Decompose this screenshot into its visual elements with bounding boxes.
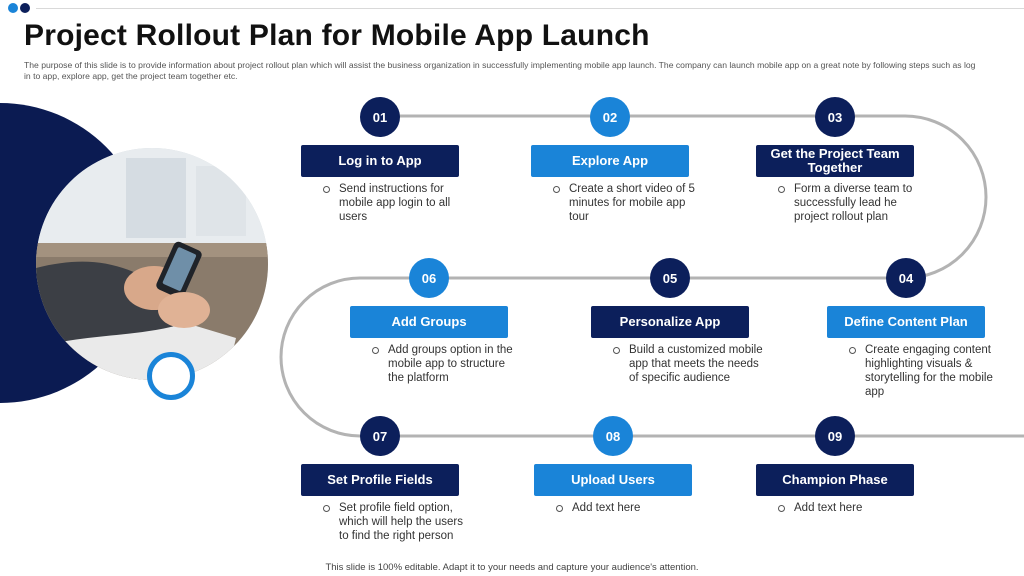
step-description (553, 182, 703, 224)
step-description-text: Add text here (794, 502, 863, 514)
step-title-box: Explore App (531, 145, 689, 177)
step-title-box: Personalize App (591, 306, 749, 338)
step-description (613, 343, 763, 385)
step-05 (591, 258, 763, 398)
page-subtitle: The purpose of this slide is to provide information about project rollout plan which will assist the business organization in successfully implementing mobile app launch. The company can launch mobile app on a great note by following steps such as log in to app, explore app, get the project team together etc. (24, 60, 976, 81)
step-description (778, 182, 928, 224)
footer-note: This slide is 100% editable. Adapt it to your needs and capture your audience's attention. (325, 562, 699, 573)
bullet-icon (778, 186, 785, 193)
step-title-box: Upload Users (534, 464, 692, 496)
step-title-box: Add Groups (350, 306, 508, 338)
step-number-badge: 03 (815, 97, 855, 137)
bullet-icon (323, 505, 330, 512)
step-description-text: Create a short video of 5 minutes for mobile app tour (569, 183, 695, 223)
step-number-badge: 08 (593, 416, 633, 456)
step-06 (350, 258, 513, 398)
bullet-icon (556, 505, 563, 512)
bullet-icon (613, 347, 620, 354)
step-description (323, 501, 473, 543)
step-description-text: Send instructions for mobile app login to all users (339, 183, 451, 223)
step-description-text: Build a customized mobile app that meets the needs of specific audience (629, 344, 763, 384)
step-title-box: Get the Project Team Together (756, 145, 914, 177)
step-description (323, 182, 473, 224)
bullet-icon (778, 505, 785, 512)
step-number-badge: 09 (815, 416, 855, 456)
step-title-box: Log in to App (301, 145, 459, 177)
step-description-text: Create engaging content highlighting visuals & storytelling for the mobile app (865, 344, 993, 398)
step-number-badge: 01 (360, 97, 400, 137)
step-number-badge: 04 (886, 258, 926, 298)
step-description-text: Add text here (572, 502, 641, 514)
step-number-badge: 02 (590, 97, 630, 137)
bullet-icon (849, 347, 856, 354)
step-03 (756, 97, 916, 237)
hero-photo (36, 148, 268, 380)
step-number-badge: 07 (360, 416, 400, 456)
step-title-box: Define Content Plan (827, 306, 985, 338)
hands-holding-smartphone-photo (36, 148, 268, 380)
bullet-icon (323, 186, 330, 193)
step-number-badge: 06 (409, 258, 449, 298)
step-02 (531, 97, 695, 237)
step-description (849, 343, 999, 399)
step-title-box: Champion Phase (756, 464, 914, 496)
step-07 (301, 416, 464, 556)
step-title-box: Set Profile Fields (301, 464, 459, 496)
step-04 (827, 258, 993, 398)
step-09 (756, 416, 916, 556)
step-description-text: Form a diverse team to successfully lead he project rollout plan (794, 183, 913, 223)
bullet-icon (553, 186, 560, 193)
step-description (372, 343, 522, 385)
step-number-badge: 05 (650, 258, 690, 298)
bullet-icon (372, 347, 379, 354)
page-title: Project Rollout Plan for Mobile App Launch (24, 19, 650, 52)
accent-ring (147, 352, 195, 400)
step-description (778, 501, 928, 515)
step-01 (301, 97, 461, 237)
step-08 (534, 416, 694, 556)
step-description-text: Set profile field option, which will help the users to find the right person (339, 502, 464, 542)
step-description-text: Add groups option in the mobile app to structure the platform (388, 344, 513, 384)
step-description (556, 501, 706, 515)
